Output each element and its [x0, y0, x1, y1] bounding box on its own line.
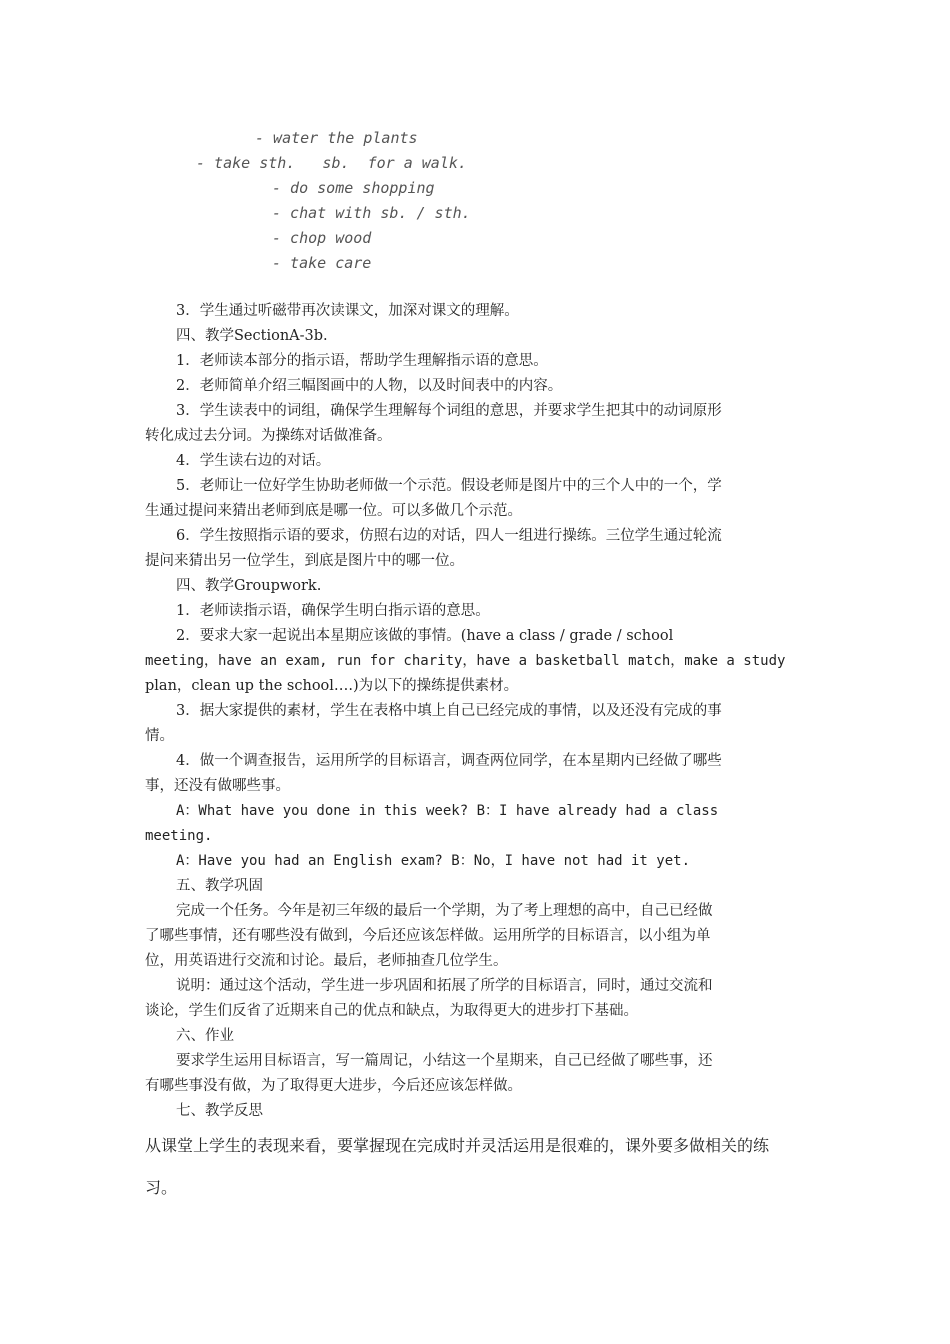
paragraph-line: 有哪些事没有做，为了取得更大进步，今后还应该怎样做。 [145, 1078, 522, 1094]
phrase-item: - chop wood [272, 229, 372, 247]
section-heading: 四、教学Groupwork. [176, 578, 322, 594]
section-heading: 六、作业 [176, 1028, 234, 1044]
paragraph-line: 2．老师简单介绍三幅图画中的人物，以及时间表中的内容。 [176, 378, 563, 394]
paragraph-line: 情。 [145, 728, 174, 744]
section-heading: 五、教学巩固 [176, 878, 263, 894]
paragraph-line: 位，用英语进行交流和讨论。最后，老师抽查几位学生。 [145, 953, 508, 969]
paragraph-line: 3．学生读表中的词组，确保学生理解每个词组的意思，并要求学生把其中的动词原形 [176, 403, 722, 419]
paragraph-line: 生通过提问来猜出老师到底是哪一位。可以多做几个示范。 [145, 503, 522, 519]
paragraph-line: 提问来猜出另一位学生，到底是图片中的哪一位。 [145, 553, 464, 569]
phrase-item: - water the plants [255, 129, 418, 147]
paragraph-line: 6．学生按照指示语的要求，仿照右边的对话，四人一组进行操练。三位学生通过轮流 [176, 528, 722, 544]
paragraph-line: 谈论，学生们反省了近期来自己的优点和缺点，为取得更大的进步打下基础。 [145, 1003, 638, 1019]
paragraph-line: 1．老师读指示语，确保学生明白指示语的意思。 [176, 603, 490, 619]
dialogue-line: meeting. [145, 828, 213, 844]
paragraph-line: 3．学生通过听磁带再次读课文，加深对课文的理解。 [176, 303, 519, 319]
paragraph-line: 5．老师让一位好学生协助老师做一个示范。假设老师是图片中的三个人中的一个，学 [176, 478, 722, 494]
phrase-item: - chat with sb. / sth. [272, 204, 471, 222]
paragraph-line: 1．老师读本部分的指示语，帮助学生理解指示语的意思。 [176, 353, 548, 369]
paragraph-line: plan，clean up the school….)为以下的操练提供素材。 [145, 678, 519, 694]
section-heading: 四、教学SectionA-3b. [176, 328, 328, 344]
dialogue-line: A：What have you done in this week? B：I have already had a class [176, 803, 719, 819]
paragraph-line: 事，还没有做哪些事。 [145, 778, 290, 794]
paragraph-line: 4．学生读右边的对话。 [176, 453, 331, 469]
paragraph-line: meeting，have an exam, run for charity，have a basketball match，make a study [145, 653, 786, 669]
paragraph-line: 从课堂上学生的表现来看，要掌握现在完成时并灵活运用是很难的，课外要多做相关的练 [145, 1136, 770, 1155]
paragraph-line: 转化成过去分词。为操练对话做准备。 [145, 428, 392, 444]
phrase-item: - take care [272, 254, 372, 272]
paragraph-line: 4．做一个调查报告，运用所学的目标语言，调查两位同学，在本星期内已经做了哪些 [176, 753, 722, 769]
paragraph-line: 2．要求大家一起说出本星期应该做的事情。(have a class / grade / school [176, 628, 674, 644]
paragraph-line: 3．据大家提供的素材，学生在表格中填上自己已经完成的事情，以及还没有完成的事 [176, 703, 722, 719]
phrase-item: - take sth. sb. for a walk. [196, 154, 467, 172]
section-heading: 七、教学反思 [176, 1103, 263, 1119]
phrase-item: - do some shopping [272, 179, 435, 197]
paragraph-line: 完成一个任务。今年是初三年级的最后一个学期，为了考上理想的高中，自己已经做 [176, 903, 713, 919]
paragraph-line: 习。 [145, 1178, 178, 1197]
paragraph-line: 说明：通过这个活动，学生进一步巩固和拓展了所学的目标语言，同时，通过交流和 [176, 978, 713, 994]
paragraph-line: 了哪些事情，还有哪些没有做到，今后还应该怎样做。运用所学的目标语言，以小组为单 [145, 928, 711, 944]
dialogue-line: A：Have you had an English exam? B：No，I have not had it yet. [176, 853, 691, 869]
paragraph-line: 要求学生运用目标语言，写一篇周记，小结这一个星期来，自己已经做了哪些事，还 [176, 1053, 713, 1069]
